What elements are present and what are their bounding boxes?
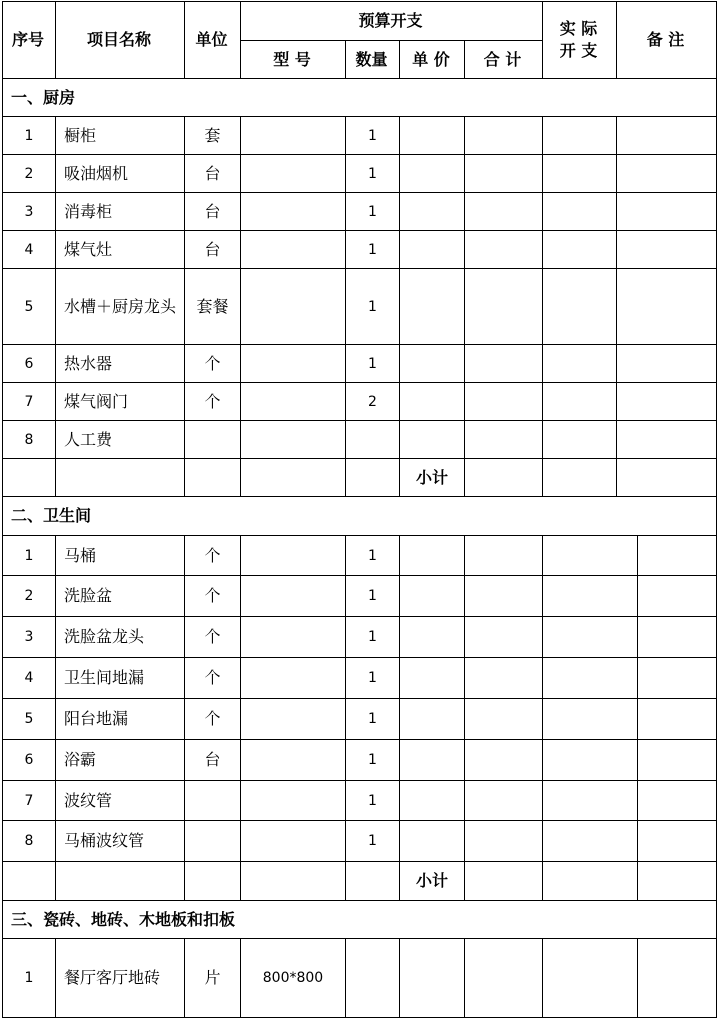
- grid-vline: [464, 420, 465, 459]
- item-unit: 片: [204, 968, 221, 987]
- item-seq: 7: [24, 393, 34, 410]
- grid-vline: [616, 344, 617, 383]
- grid-vline: [616, 154, 617, 193]
- grid-vline: [464, 382, 465, 421]
- item-qty: 1: [368, 355, 377, 372]
- grid-vline: [399, 938, 400, 1018]
- item-unit: [185, 781, 240, 820]
- grid-vline: [616, 458, 617, 497]
- item-qty: 1: [368, 629, 377, 645]
- item-model: [241, 576, 345, 616]
- item-name: 波纹管: [64, 790, 113, 810]
- grid-vline: [399, 268, 400, 345]
- grid-vline: [464, 458, 465, 497]
- item-model: 800*800: [262, 970, 324, 986]
- header-actual: 实 际 开 支: [559, 19, 598, 60]
- header-unit: 单位: [195, 30, 228, 49]
- grid-vline: [464, 40, 465, 79]
- grid-vline: [464, 820, 465, 862]
- grid-vline: [399, 616, 400, 658]
- item-qty: 1: [368, 670, 377, 686]
- grid-vline: [464, 938, 465, 1018]
- grid-hline: [240, 40, 543, 41]
- grid-vline: [2, 458, 3, 497]
- grid-vline: [2, 1, 3, 79]
- grid-vline: [637, 535, 638, 576]
- grid-vline: [542, 698, 543, 740]
- grid-vline: [542, 820, 543, 862]
- section-title: 二、卫生间: [11, 506, 92, 525]
- item-qty: [346, 421, 399, 458]
- item-unit: 个: [204, 627, 221, 646]
- grid-vline: [399, 657, 400, 699]
- item-seq: 6: [24, 355, 34, 372]
- grid-vline: [616, 268, 617, 345]
- item-seq: 3: [24, 203, 34, 220]
- item-model: [241, 781, 345, 820]
- grid-vline: [464, 268, 465, 345]
- grid-vline: [184, 1, 185, 79]
- header-model: 型 号: [273, 49, 311, 69]
- grid-vline: [399, 739, 400, 781]
- item-unit: 个: [204, 709, 221, 728]
- item-model: [241, 383, 345, 420]
- grid-vline: [399, 780, 400, 821]
- grid-vline: [616, 382, 617, 421]
- grid-vline: [240, 1, 241, 79]
- item-model: [241, 345, 345, 382]
- grid-vline: [464, 230, 465, 269]
- item-seq: 1: [24, 127, 34, 144]
- grid-hline: [2, 1, 717, 2]
- item-name: 消毒柜: [64, 201, 113, 221]
- grid-vline: [464, 192, 465, 231]
- item-unit: [185, 421, 240, 458]
- item-model: [241, 117, 345, 154]
- grid-vline: [637, 938, 638, 1018]
- grid-vline: [399, 116, 400, 155]
- item-model: [241, 536, 345, 575]
- item-seq: 3: [24, 629, 34, 645]
- item-model: [241, 740, 345, 780]
- subtotal-label: 小计: [415, 467, 448, 487]
- item-qty: 1: [368, 203, 377, 220]
- grid-vline: [2, 861, 3, 901]
- grid-vline: [399, 230, 400, 269]
- item-name: 人工费: [64, 429, 113, 449]
- item-seq: 2: [24, 165, 34, 182]
- grid-vline: [616, 192, 617, 231]
- item-name: 卫生间地漏: [64, 668, 145, 687]
- item-name: 浴霸: [64, 750, 97, 769]
- item-seq: 8: [24, 833, 34, 849]
- item-seq: 1: [24, 547, 34, 564]
- grid-vline: [637, 698, 638, 740]
- item-seq: 5: [24, 711, 34, 727]
- item-qty: 1: [368, 588, 377, 604]
- item-qty: 1: [368, 547, 377, 564]
- grid-vline: [55, 1, 56, 79]
- grid-vline: [55, 861, 56, 901]
- grid-vline: [399, 344, 400, 383]
- item-model: [241, 617, 345, 657]
- item-model: [241, 269, 345, 344]
- item-qty: 2: [368, 393, 377, 410]
- grid-vline: [345, 861, 346, 901]
- section-title: 一、厨房: [11, 87, 76, 107]
- item-qty: 1: [368, 833, 377, 849]
- item-qty: 1: [368, 241, 377, 258]
- item-unit: 台: [204, 750, 221, 769]
- item-qty: 1: [368, 711, 377, 727]
- item-unit: 个: [204, 668, 221, 687]
- grid-vline: [55, 458, 56, 497]
- grid-vline: [542, 344, 543, 383]
- item-unit: [185, 821, 240, 861]
- item-qty: 1: [368, 165, 377, 182]
- item-unit: 台: [204, 201, 221, 221]
- item-name: 煤气阀门: [64, 391, 129, 411]
- grid-hline: [2, 861, 717, 862]
- item-name: 水槽＋厨房龙头: [64, 296, 177, 316]
- item-unit: 套: [204, 125, 221, 145]
- grid-vline: [464, 657, 465, 699]
- grid-vline: [240, 861, 241, 901]
- item-unit: 台: [204, 239, 221, 259]
- item-name: 热水器: [64, 353, 113, 373]
- grid-vline: [616, 420, 617, 459]
- grid-vline: [464, 780, 465, 821]
- grid-vline: [184, 458, 185, 497]
- item-seq: 4: [24, 670, 34, 686]
- item-model: [241, 699, 345, 739]
- grid-vline: [399, 154, 400, 193]
- grid-vline: [542, 382, 543, 421]
- grid-vline: [542, 230, 543, 269]
- item-seq: 7: [24, 792, 34, 809]
- grid-vline: [240, 458, 241, 497]
- header-qty: 数量: [355, 49, 388, 69]
- grid-vline: [616, 116, 617, 155]
- item-name: 马桶: [64, 545, 97, 565]
- item-unit: 个: [204, 391, 221, 411]
- grid-vline: [399, 382, 400, 421]
- grid-vline: [464, 344, 465, 383]
- grid-vline: [637, 820, 638, 862]
- item-seq: 5: [24, 298, 34, 315]
- item-qty: 1: [368, 752, 377, 768]
- item-unit: 套餐: [196, 296, 229, 316]
- item-model: [241, 821, 345, 861]
- grid-vline: [637, 739, 638, 781]
- grid-vline: [542, 861, 543, 901]
- grid-vline: [542, 154, 543, 193]
- grid-vline: [542, 616, 543, 658]
- grid-vline: [464, 154, 465, 193]
- item-unit: 个: [204, 545, 221, 565]
- grid-vline: [637, 575, 638, 617]
- grid-vline: [345, 40, 346, 79]
- item-model: [241, 155, 345, 192]
- grid-vline: [399, 420, 400, 459]
- item-qty: 1: [368, 792, 377, 809]
- header-total: 合 计: [483, 49, 522, 69]
- item-qty: [346, 939, 399, 1017]
- item-seq: 8: [24, 431, 34, 448]
- item-seq: 6: [24, 752, 34, 768]
- grid-vline: [542, 535, 543, 576]
- grid-vline: [542, 420, 543, 459]
- item-unit: 个: [204, 586, 221, 605]
- item-seq: 4: [24, 241, 34, 258]
- grid-vline: [542, 192, 543, 231]
- grid-vline: [637, 861, 638, 901]
- grid-vline: [464, 616, 465, 658]
- grid-vline: [542, 780, 543, 821]
- item-name: 洗脸盆: [64, 586, 113, 605]
- grid-vline: [637, 657, 638, 699]
- item-model: [241, 658, 345, 698]
- header-item-name: 项目名称: [86, 30, 151, 49]
- grid-vline: [542, 268, 543, 345]
- grid-vline: [542, 739, 543, 781]
- item-name: 餐厅客厅地砖: [64, 968, 161, 987]
- grid-vline: [464, 575, 465, 617]
- grid-vline: [542, 116, 543, 155]
- header-budget: 预算开支: [358, 11, 423, 30]
- grid-vline: [616, 1, 617, 79]
- item-qty: 1: [368, 127, 377, 144]
- grid-vline: [464, 861, 465, 901]
- header-seq: 序号: [11, 30, 44, 49]
- grid-vline: [399, 698, 400, 740]
- item-qty: 1: [368, 298, 377, 315]
- grid-vline: [637, 616, 638, 658]
- grid-vline: [399, 575, 400, 617]
- grid-vline: [399, 820, 400, 862]
- grid-vline: [616, 230, 617, 269]
- item-name: 马桶波纹管: [64, 831, 145, 850]
- grid-vline: [542, 657, 543, 699]
- item-model: [241, 421, 345, 458]
- grid-vline: [399, 535, 400, 576]
- item-name: 洗脸盆龙头: [64, 627, 145, 646]
- grid-vline: [464, 535, 465, 576]
- header-note: 备 注: [646, 30, 685, 49]
- item-name: 吸油烟机: [64, 163, 129, 183]
- item-unit: 个: [204, 353, 221, 373]
- header-unit-price: 单 价: [412, 49, 450, 69]
- grid-vline: [184, 861, 185, 901]
- grid-vline: [464, 739, 465, 781]
- item-unit: 台: [204, 163, 221, 183]
- item-name: 橱柜: [64, 125, 97, 145]
- item-model: [241, 193, 345, 230]
- item-name: 阳台地漏: [64, 709, 129, 728]
- grid-vline: [399, 192, 400, 231]
- grid-vline: [542, 938, 543, 1018]
- item-name: 煤气灶: [64, 239, 113, 259]
- grid-vline: [542, 458, 543, 497]
- item-seq: 2: [24, 588, 34, 604]
- grid-vline: [542, 575, 543, 617]
- subtotal-label: 小计: [415, 871, 448, 890]
- grid-vline: [464, 116, 465, 155]
- grid-vline: [345, 458, 346, 497]
- grid-vline: [464, 698, 465, 740]
- grid-vline: [637, 780, 638, 821]
- grid-hline: [2, 1017, 717, 1018]
- grid-vline: [542, 1, 543, 79]
- section-title: 三、瓷砖、地砖、木地板和扣板: [11, 909, 236, 929]
- item-seq: 1: [24, 970, 34, 986]
- grid-hline: [2, 458, 717, 459]
- item-model: [241, 231, 345, 268]
- grid-vline: [399, 40, 400, 79]
